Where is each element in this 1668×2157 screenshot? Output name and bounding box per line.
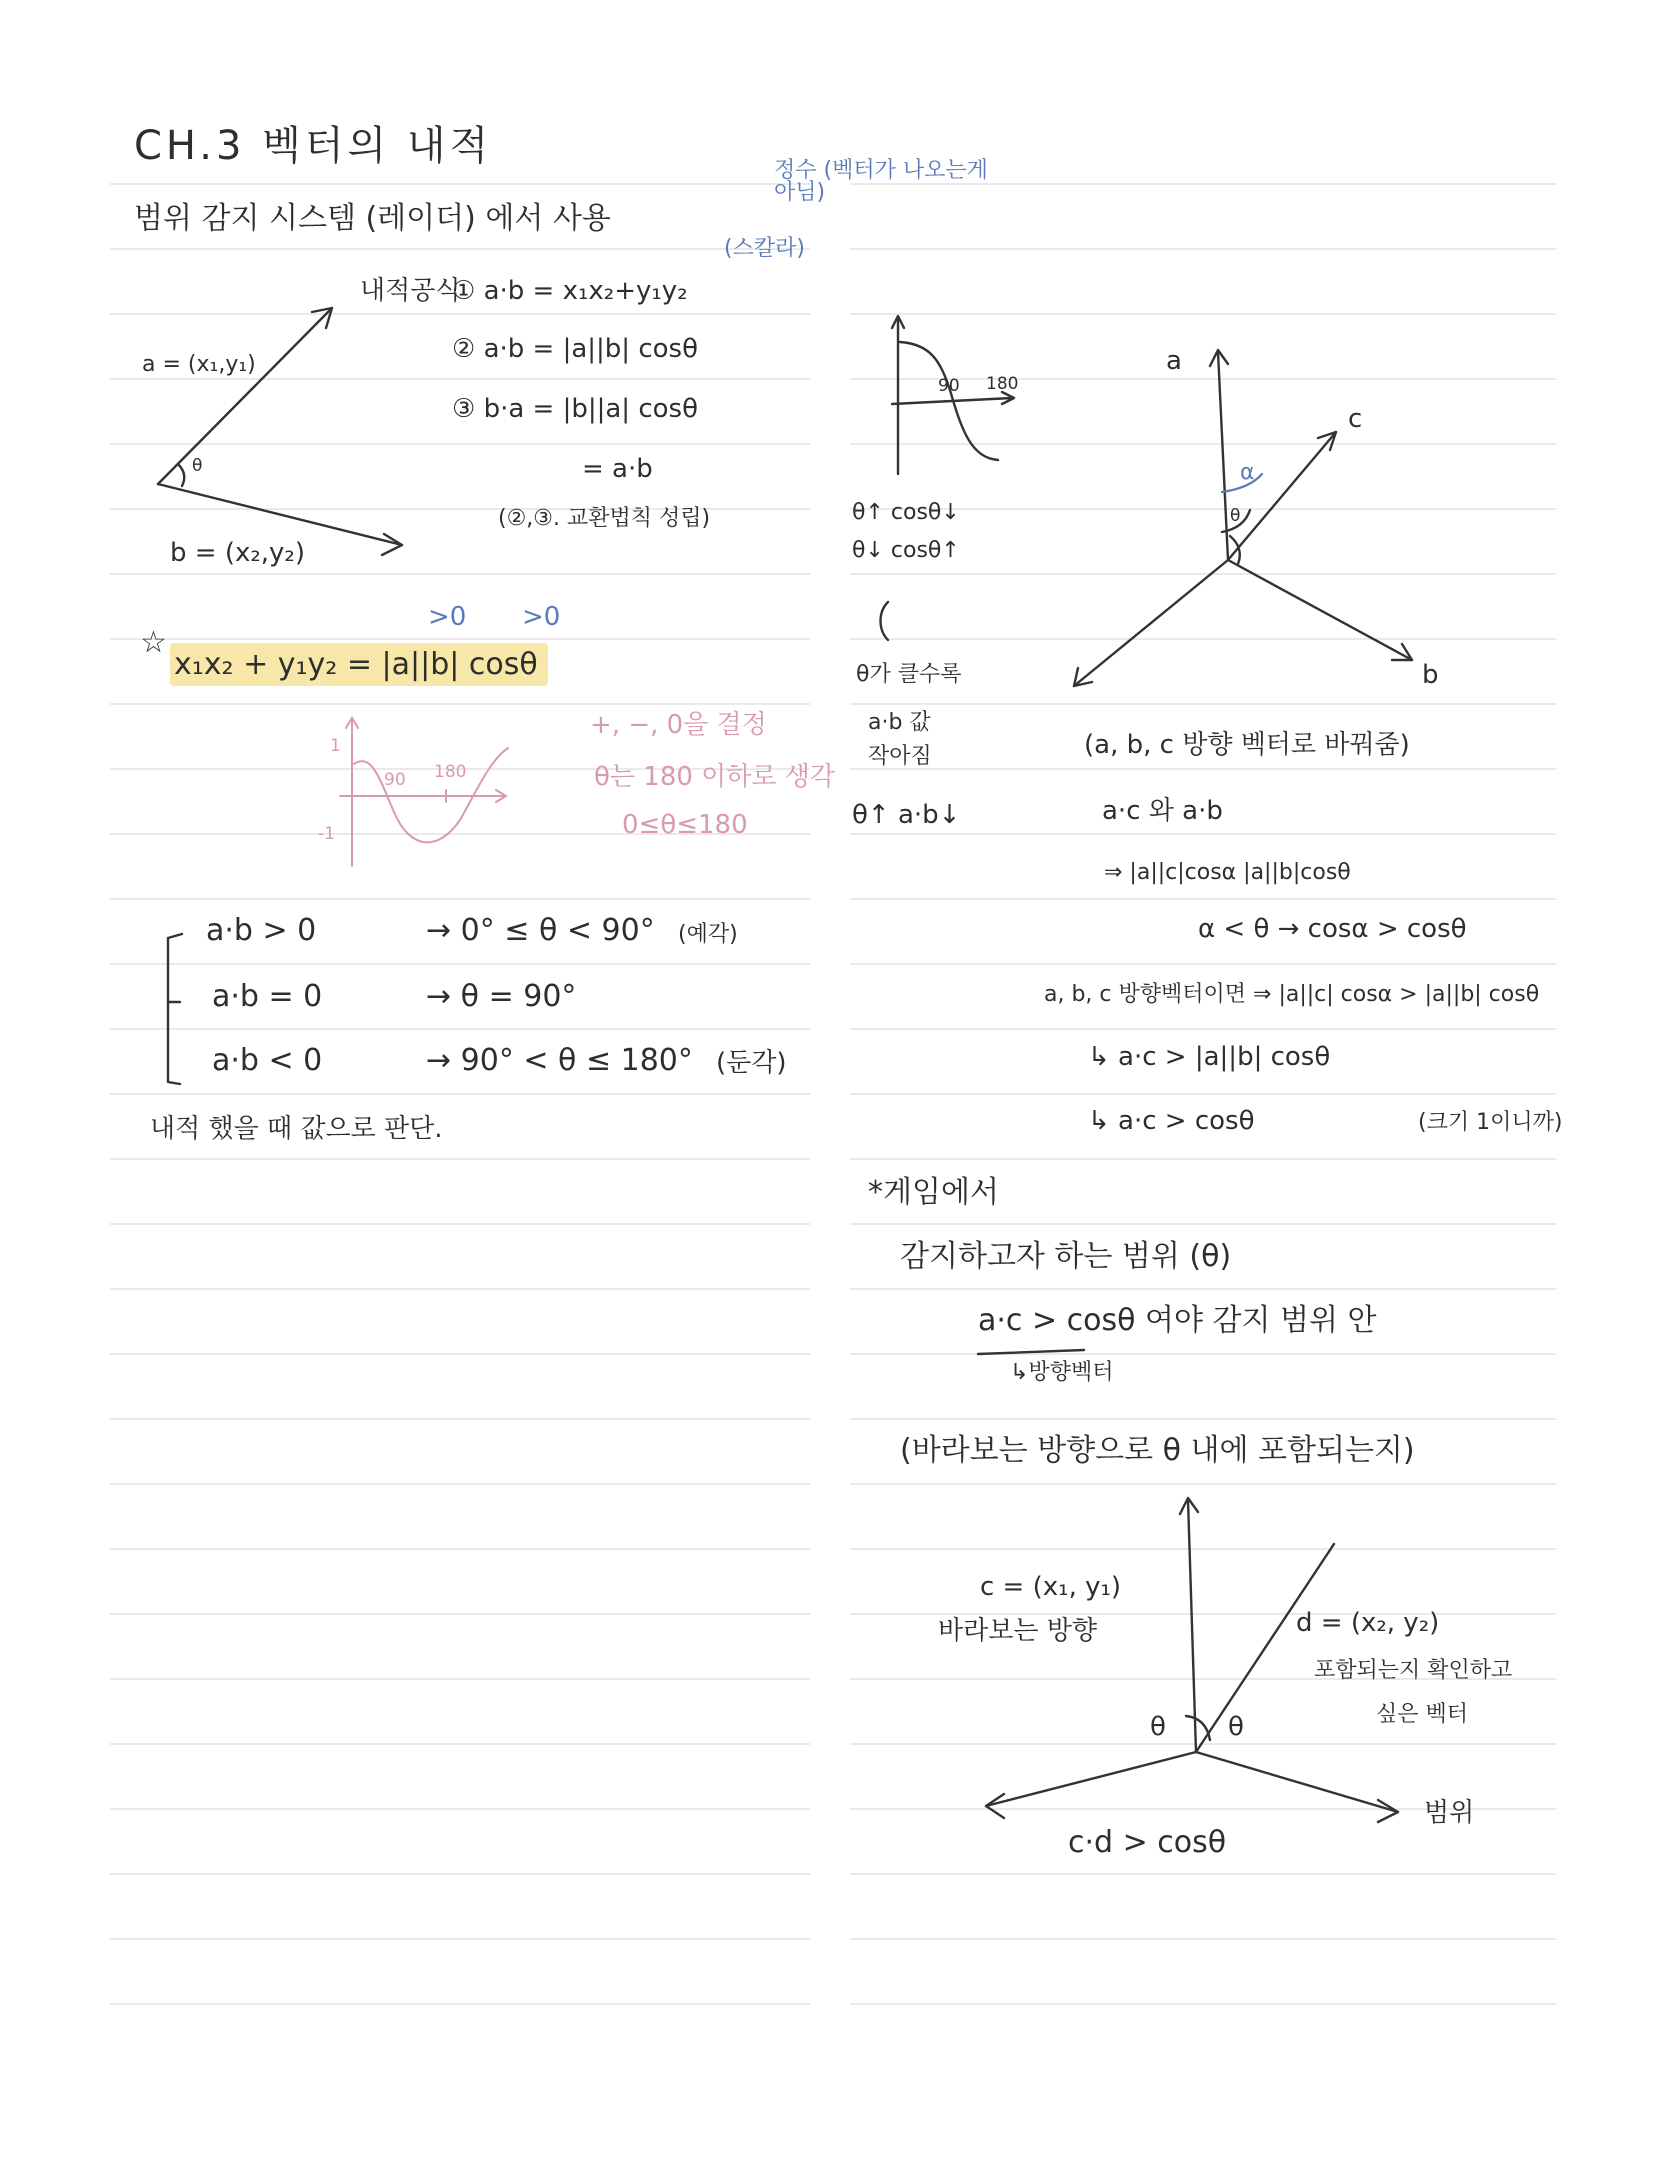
game-underline — [978, 1350, 1084, 1354]
case-1-type: (예각) — [678, 922, 738, 947]
diag1-line-6-note: (크기 1이니까) — [1418, 1110, 1563, 1135]
vector-a-label: a = (x₁,y₁) — [142, 352, 256, 377]
pink-graph-90: 90 — [384, 770, 406, 790]
diag2-d-label: d = (x₂, y₂) — [1296, 1608, 1440, 1638]
vector-b-label: b = (x₂,y₂) — [170, 538, 305, 568]
abc-vector-diagram — [1074, 346, 1412, 686]
cos-sketch-pink — [340, 718, 508, 866]
diag1-line-5: ↳ a·c > |a||b| cosθ — [1088, 1042, 1331, 1072]
diag1-b-label: b — [1422, 660, 1439, 690]
diag1-line-6: ↳ a·c > cosθ — [1088, 1106, 1255, 1136]
diag1-alpha: α — [1240, 460, 1255, 485]
pink-graph-180: 180 — [434, 762, 467, 782]
scalar-label: (스칼라) — [724, 236, 805, 261]
star-mark: ☆ — [140, 625, 167, 660]
game-line-1: 감지하고자 하는 범위 (θ) — [900, 1239, 1232, 1274]
formula-note: (②,③. 교환법칙 성립) — [498, 506, 711, 531]
diag1-note: (a, b, c 방향 벡터로 바꿔줌) — [1084, 730, 1410, 760]
scalar-note: 정수 (벡터가 나오는게 아님) — [774, 158, 988, 205]
diag1-line-4: a, b, c 방향벡터이면 ⇒ |a||c| cosα > |a||b| cosθ — [1044, 982, 1540, 1007]
case-3-type: (둔각) — [716, 1048, 787, 1078]
pink-graph-1: 1 — [330, 736, 341, 756]
diag2-d-desc-2: 싶은 벡터 — [1376, 1702, 1469, 1727]
diag2-d-desc-1: 포함되는지 확인하고 — [1314, 1658, 1513, 1683]
case-2-condition: a·b = 0 — [212, 979, 323, 1014]
diag1-line-1: a·c 와 a·b — [1102, 796, 1223, 826]
cos-note-1: θ↑ cosθ↓ — [852, 500, 960, 525]
cos-graph-90: 90 — [938, 376, 960, 396]
vector-ab-diagram — [158, 308, 402, 555]
diag2-c-desc: 바라보는 방향 — [938, 1616, 1097, 1646]
case-1-result: → 0° ≤ θ < 90° — [426, 913, 655, 948]
cos-note-4: a·b 값 — [868, 710, 931, 735]
game-line-2-note: ↳방향벡터 — [1010, 1360, 1114, 1385]
cos-note-6: θ↑ a·b↓ — [852, 800, 961, 830]
diag1-line-3: α < θ → cosα > cosθ — [1198, 914, 1467, 944]
case-3-condition: a·b < 0 — [212, 1043, 323, 1078]
case-3-result: → 90° < θ ≤ 180° — [426, 1043, 693, 1078]
cos-graph-180: 180 — [986, 374, 1019, 394]
theta-label: θ — [192, 456, 203, 476]
formula-title: 내적공식 — [360, 276, 461, 306]
positive-note-1: >0 — [428, 602, 467, 632]
diag2-equation: c·d > cosθ — [1068, 1825, 1227, 1860]
cos-brace — [881, 602, 889, 640]
cos-note-3: θ가 클수록 — [856, 662, 962, 687]
diag1-theta: θ — [1230, 506, 1241, 526]
diag2-theta-1: θ — [1150, 1712, 1166, 1742]
formula-4: = a·b — [582, 454, 653, 484]
pink-graph-m1: -1 — [318, 824, 335, 844]
diag2-range-label: 범위 — [1424, 1798, 1475, 1828]
pink-note-sign: +, −, 0을 결정 — [590, 710, 767, 740]
diag2-c-label: c = (x₁, y₁) — [980, 1572, 1122, 1602]
game-line-2: a·c > cosθ 여야 감지 범위 안 — [978, 1303, 1377, 1338]
game-line-3: (바라보는 방향으로 θ 내에 포함되는지) — [900, 1433, 1415, 1468]
diag1-a-label: a — [1166, 346, 1182, 376]
highlighted-equation: x₁x₂ + y₁y₂ = |a||b| cosθ — [170, 643, 548, 686]
formula-2: ② a·b = |a||b| cosθ — [452, 334, 698, 364]
cos-note-5: 작아짐 — [868, 744, 932, 769]
diag2-theta-2: θ — [1228, 1712, 1244, 1742]
game-heading: *게임에서 — [868, 1175, 999, 1210]
diag1-line-2: ⇒ |a||c|cosα |a||b|cosθ — [1104, 860, 1351, 885]
pink-note-range: θ는 180 이하로 생각 — [594, 762, 836, 792]
cases-bracket — [168, 934, 182, 1084]
formula-3: ③ b·a = |b||a| cosθ — [452, 394, 698, 424]
formula-1: ① a·b = x₁x₂+y₁y₂ — [452, 276, 688, 306]
diag1-c-label: c — [1348, 404, 1363, 434]
page-title: CH.3 벡터의 내적 — [134, 123, 493, 169]
case-2-result: → θ = 90° — [426, 979, 577, 1014]
subtitle: 범위 감지 시스템 (레이더) 에서 사용 — [134, 201, 611, 236]
pink-note-bounds: 0≤θ≤180 — [622, 810, 748, 840]
case-1-condition: a·b > 0 — [206, 913, 317, 948]
cos-note-2: θ↓ cosθ↑ — [852, 538, 960, 563]
cases-conclusion: 내적 했을 때 값으로 판단. — [150, 1114, 443, 1144]
positive-note-2: >0 — [522, 602, 561, 632]
